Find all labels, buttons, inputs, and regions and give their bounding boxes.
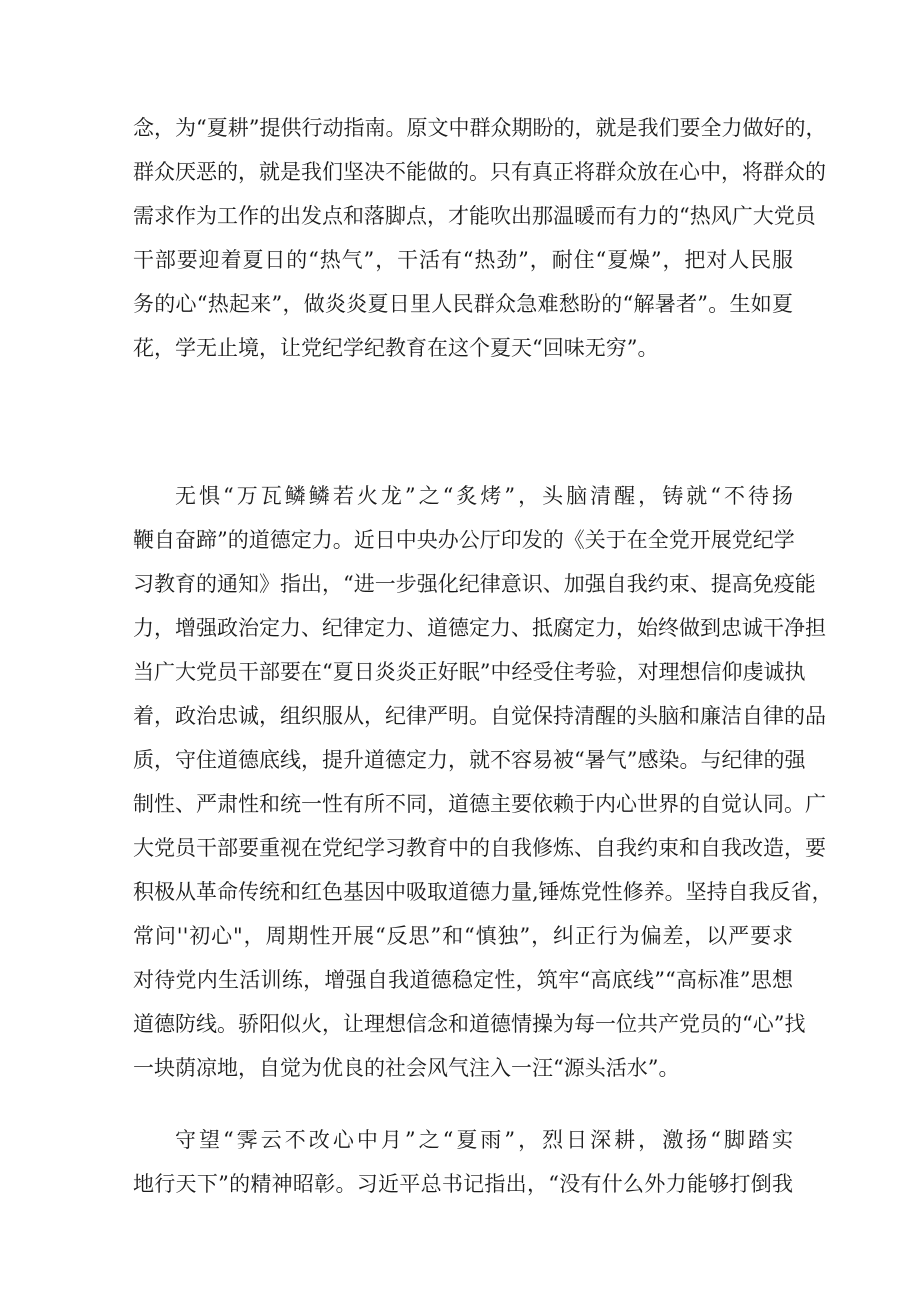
text-line: 质，守住道德底线，提升道德定力，就不容易被“暑气”感染。与纪律的强 [133, 748, 806, 772]
text-line: 无惧“万瓦鳞鳞若火龙”之“炙烤”，头脑清醒，铸就“不待扬 [175, 484, 793, 508]
paragraph-moral-resolve [133, 474, 833, 1090]
text-line: 常问''初心"，周期性开展“反思”和“慎独”，纠正行为偏差，以严要求 [133, 924, 793, 948]
text-line: 积极从革命传统和红色基因中吸取道德力量,锤炼党性修养。坚持自我反省， [133, 880, 833, 904]
text-line: 鞭自奋蹄”的道德定力。近日中央办公厅印发的《关于在全党开展党纪学 [133, 528, 795, 552]
text-line: 务的心“热起来”，做炎炎夏日里人民群众急难愁盼的“解暑者”。生如夏 [133, 292, 793, 316]
text-line: 花，学无止境，让党纪学纪教育在这个夏天“回味无穷”。 [133, 336, 659, 360]
text-line: 一块荫凉地，自觉为优良的社会风气注入一汪“源头活水”。 [133, 1056, 680, 1080]
text-line: 需求作为工作的出发点和落脚点，才能吹出那温暖而有力的“热风广大党员 [133, 204, 816, 228]
text-line: 地行天下”的精神昭彰。习近平总书记指出，“没有什么外力能够打倒我 [133, 1172, 793, 1196]
paragraph-summer-rain [133, 1118, 793, 1206]
text-line: 道德防线。骄阳似火，让理想信念和道德情操为每一位共产党员的“心”找 [133, 1012, 806, 1036]
text-line: 制性、严肃性和统一性有所不同，道德主要依赖于内心世界的自觉认同。广 [133, 792, 826, 816]
text-line: 守望“霁云不改心中月”之“夏雨”，烈日深耕，激扬“脚踏实 [175, 1128, 793, 1152]
text-line: 着，政治忠诚，组织服从，纪律严明。自觉保持清醒的头脑和廉洁自律的品 [133, 704, 826, 728]
text-line: 大党员干部要重视在党纪学习教育中的自我修炼、自我约束和自我改造，要 [133, 836, 826, 860]
text-line: 对待党内生活训练，增强自我道德稳定性，筑牢“高底线”“高标准”思想 [133, 968, 793, 992]
text-line: 力，增强政治定力、纪律定力、道德定力、抵腐定力，始终做到忠诚干净担 [133, 616, 826, 640]
text-line: 当广大党员干部要在“夏日炎炎正好眠”中经受住考验，对理想信仰虔诚执 [133, 660, 806, 684]
text-line: 念，为“夏耕”提供行动指南。原文中群众期盼的，就是我们要全力做好的， [133, 116, 827, 140]
paragraph-summer-plowing [133, 106, 827, 370]
text-line: 干部要迎着夏日的“热气”，干活有“热劲”，耐住“夏燥”，把对人民服 [133, 248, 793, 272]
text-line: 习教育的通知》指出，“进一步强化纪律意识、加强自我约束、提高免疫能 [133, 572, 816, 596]
text-line: 群众厌恶的，就是我们坚决不能做的。只有真正将群众放在心中，将群众的 [133, 160, 826, 184]
